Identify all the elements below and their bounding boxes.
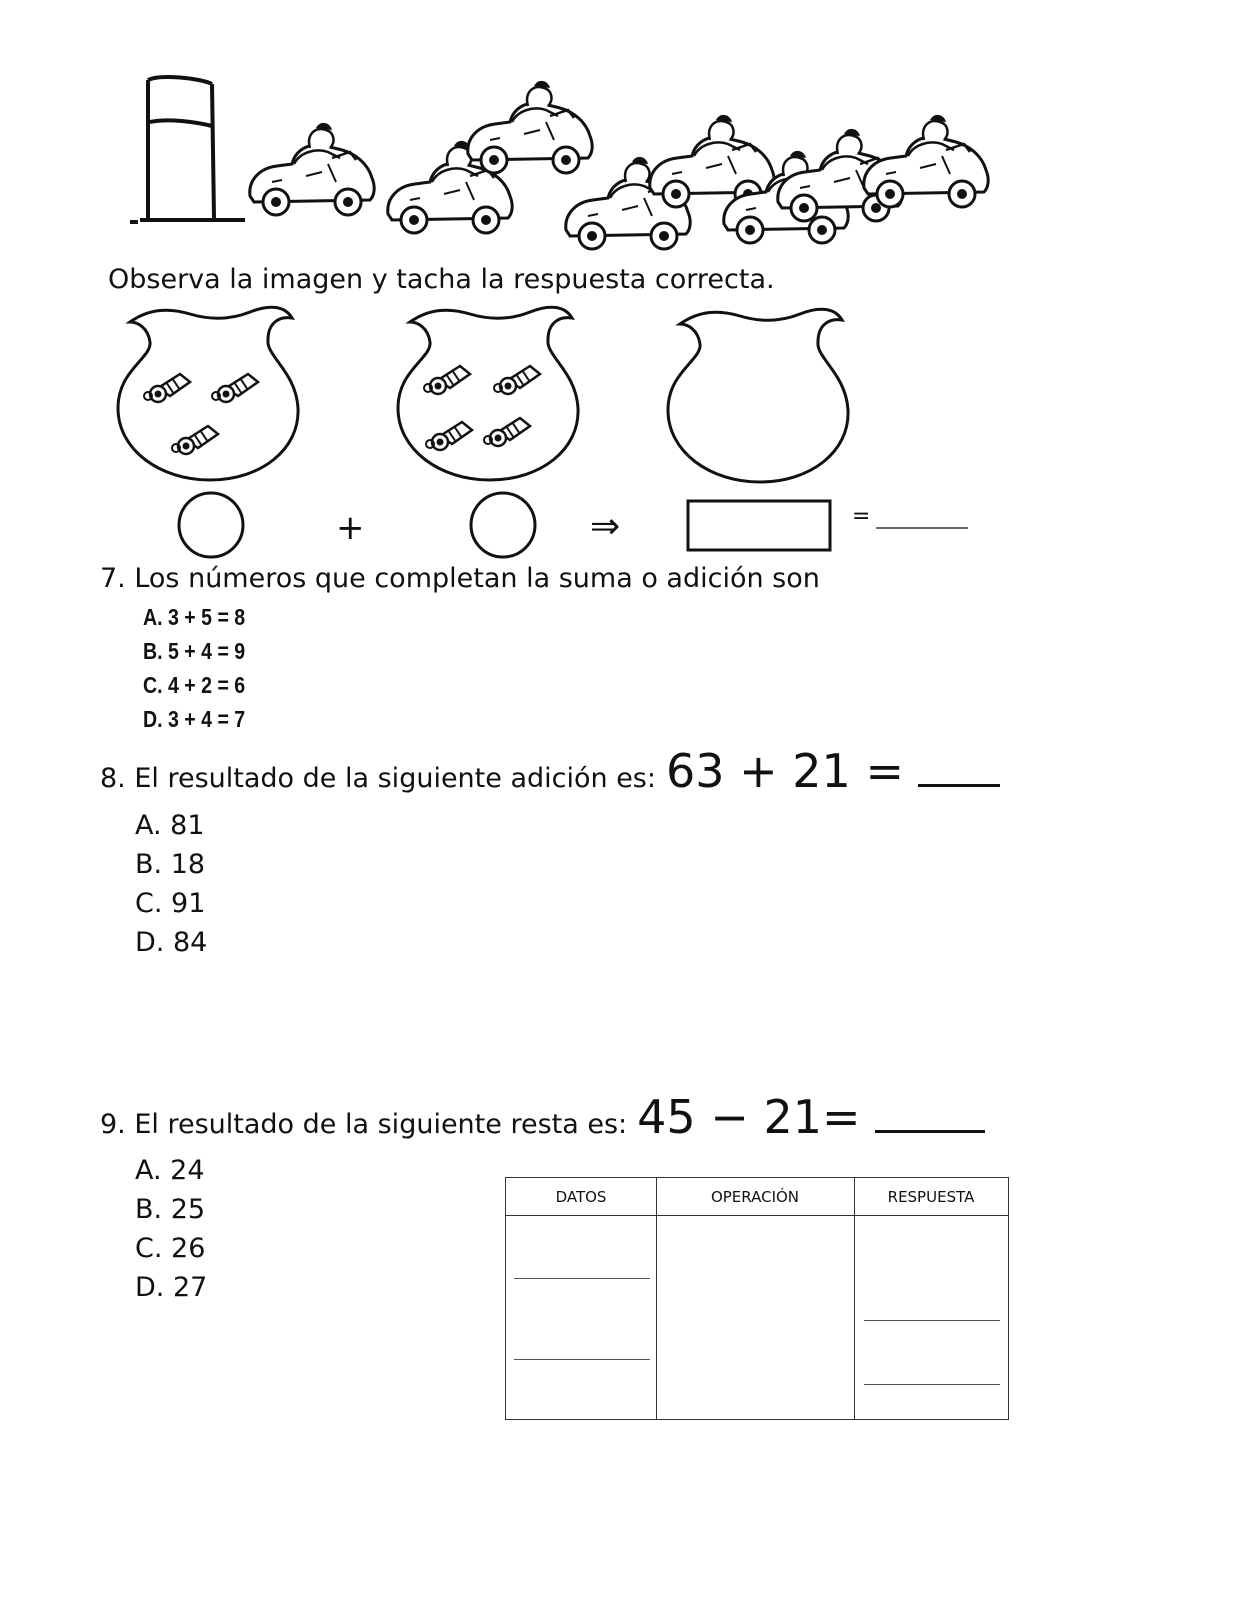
respuesta-line-1[interactable] [864, 1320, 1000, 1321]
right-bowl [668, 309, 848, 482]
datos-line-1[interactable] [514, 1278, 650, 1279]
option-d[interactable]: D. 84 [135, 927, 208, 958]
option-b[interactable]: B. 18 [135, 849, 206, 880]
option-d[interactable]: D. 27 [135, 1272, 208, 1303]
plus-operator: + [336, 508, 365, 548]
header-respuesta: RESPUESTA [854, 1178, 1008, 1216]
option-b[interactable]: B. 5 + 4 = 9 [143, 638, 246, 664]
column-divider [656, 1178, 657, 1419]
race-illustration [0, 0, 1237, 260]
arrow-operator: ⇒ [590, 506, 621, 547]
question-9-answer-blank[interactable] [875, 1130, 985, 1133]
answer-box[interactable] [688, 501, 830, 550]
option-c[interactable]: C. 91 [135, 888, 206, 919]
option-a[interactable]: A. 3 + 5 = 8 [143, 604, 246, 630]
question-8-text: 8. El resultado de la siguiente adición es: [100, 763, 656, 794]
header-datos: DATOS [506, 1178, 656, 1216]
question-8 [100, 744, 1000, 798]
car-icon [250, 123, 374, 215]
answer-circle-left[interactable] [179, 493, 243, 557]
question-8-options [135, 806, 207, 962]
respuesta-line-2[interactable] [864, 1384, 1000, 1385]
question-8-answer-blank[interactable] [918, 784, 1000, 787]
question-9-options [135, 1151, 207, 1307]
car-icon [468, 81, 592, 173]
option-c[interactable]: C. 26 [135, 1233, 206, 1264]
question-7: 7. Los números que completan la suma o adición son [100, 563, 820, 594]
column-divider [854, 1178, 855, 1419]
middle-bowl [398, 307, 578, 480]
option-a[interactable]: A. 81 [135, 810, 205, 841]
option-b[interactable]: B. 25 [135, 1194, 206, 1225]
option-a[interactable]: A. 24 [135, 1155, 205, 1186]
question-9 [100, 1090, 985, 1144]
car-icon [864, 115, 988, 207]
question-9-text: 9. El resultado de la siguiente resta es: [100, 1109, 628, 1140]
header-operacion: OPERACIÓN [656, 1178, 854, 1216]
work-table [505, 1177, 1009, 1420]
option-d[interactable]: D. 3 + 4 = 7 [143, 706, 246, 732]
datos-line-2[interactable] [514, 1359, 650, 1360]
instruction-text: Observa la imagen y tacha la respuesta correcta. [108, 264, 775, 295]
question-7-options [143, 600, 245, 736]
question-9-expression: 45 − 21= [637, 1090, 861, 1144]
question-8-expression: 63 + 21 = [665, 744, 904, 798]
equals-operator: = [852, 504, 871, 529]
answer-circle-middle[interactable] [471, 493, 535, 557]
option-c[interactable]: C. 4 + 2 = 6 [143, 672, 246, 698]
left-bowl [118, 307, 298, 480]
flag-icon [130, 77, 245, 222]
